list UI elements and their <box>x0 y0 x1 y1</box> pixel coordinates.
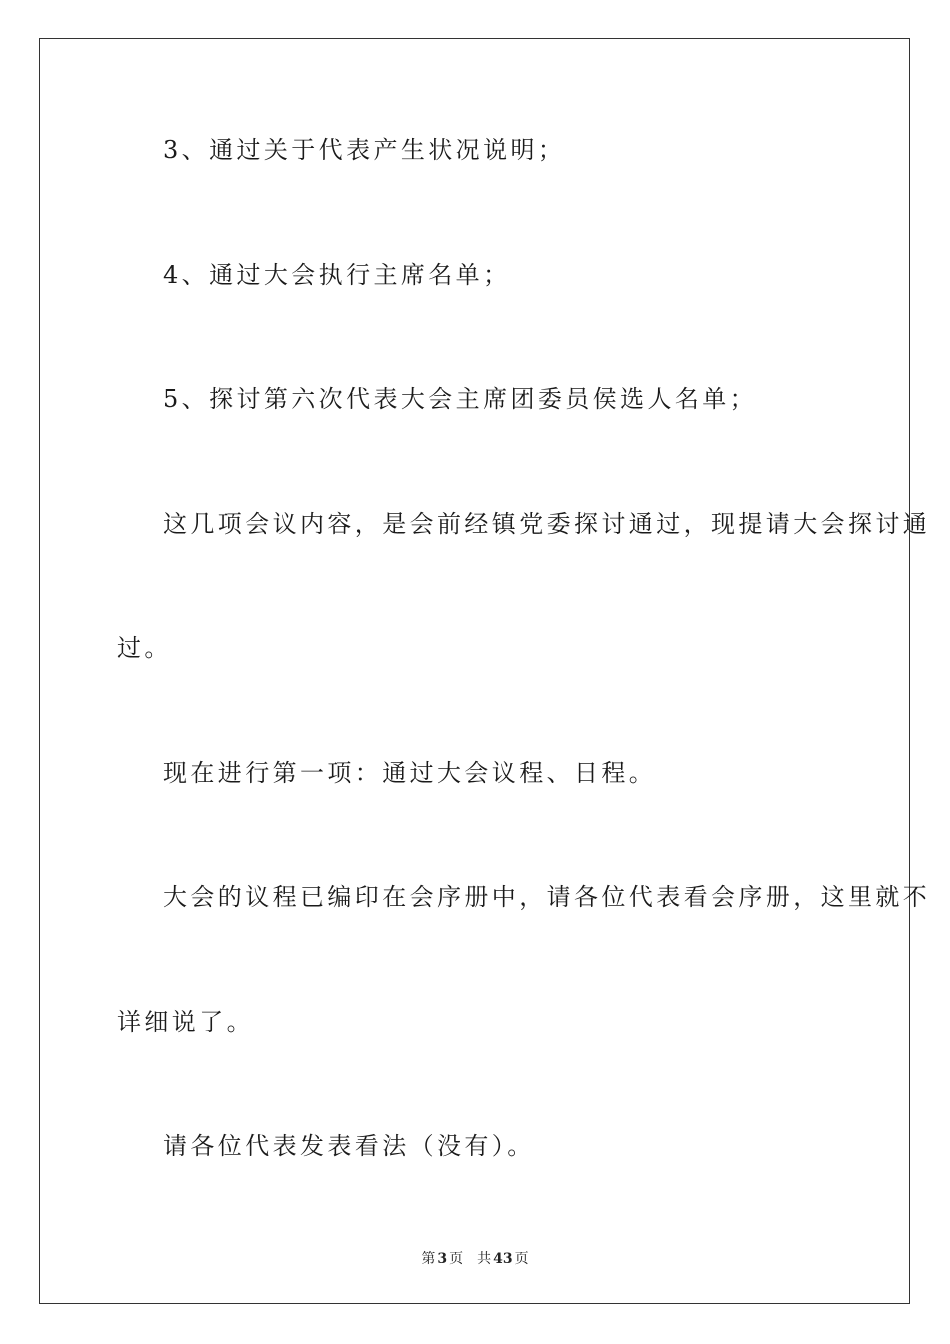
paragraph-line-4: 这几项会议内容，是会前经镇党委探讨通过，现提请大会探讨通 <box>163 510 931 538</box>
paragraph-line-8: 详细说了。 <box>117 1008 254 1036</box>
page-border <box>39 38 910 1304</box>
footer-page-suffix: 页 <box>449 1251 464 1267</box>
footer-page-number: 3 <box>437 1251 448 1267</box>
paragraph-line-6: 现在进行第一项：通过大会议程、日程。 <box>163 759 657 787</box>
footer-total-suffix: 页 <box>514 1251 529 1267</box>
footer-total-number: 43 <box>493 1251 513 1267</box>
footer-page-prefix: 第 <box>421 1251 436 1267</box>
paragraph-line-5: 过。 <box>117 634 172 662</box>
footer-total-prefix: 共 <box>477 1251 492 1267</box>
page-footer <box>0 1248 950 1268</box>
paragraph-line-2: 4、通过大会执行主席名单； <box>163 261 511 289</box>
paragraph-line-7: 大会的议程已编印在会序册中，请各位代表看会序册，这里就不 <box>163 883 931 911</box>
paragraph-line-3: 5、探讨第六次代表大会主席团委员侯选人名单； <box>163 385 758 413</box>
paragraph-line-9: 请各位代表发表看法（没有）。 <box>163 1132 535 1160</box>
paragraph-line-1: 3、通过关于代表产生状况说明； <box>163 136 566 164</box>
